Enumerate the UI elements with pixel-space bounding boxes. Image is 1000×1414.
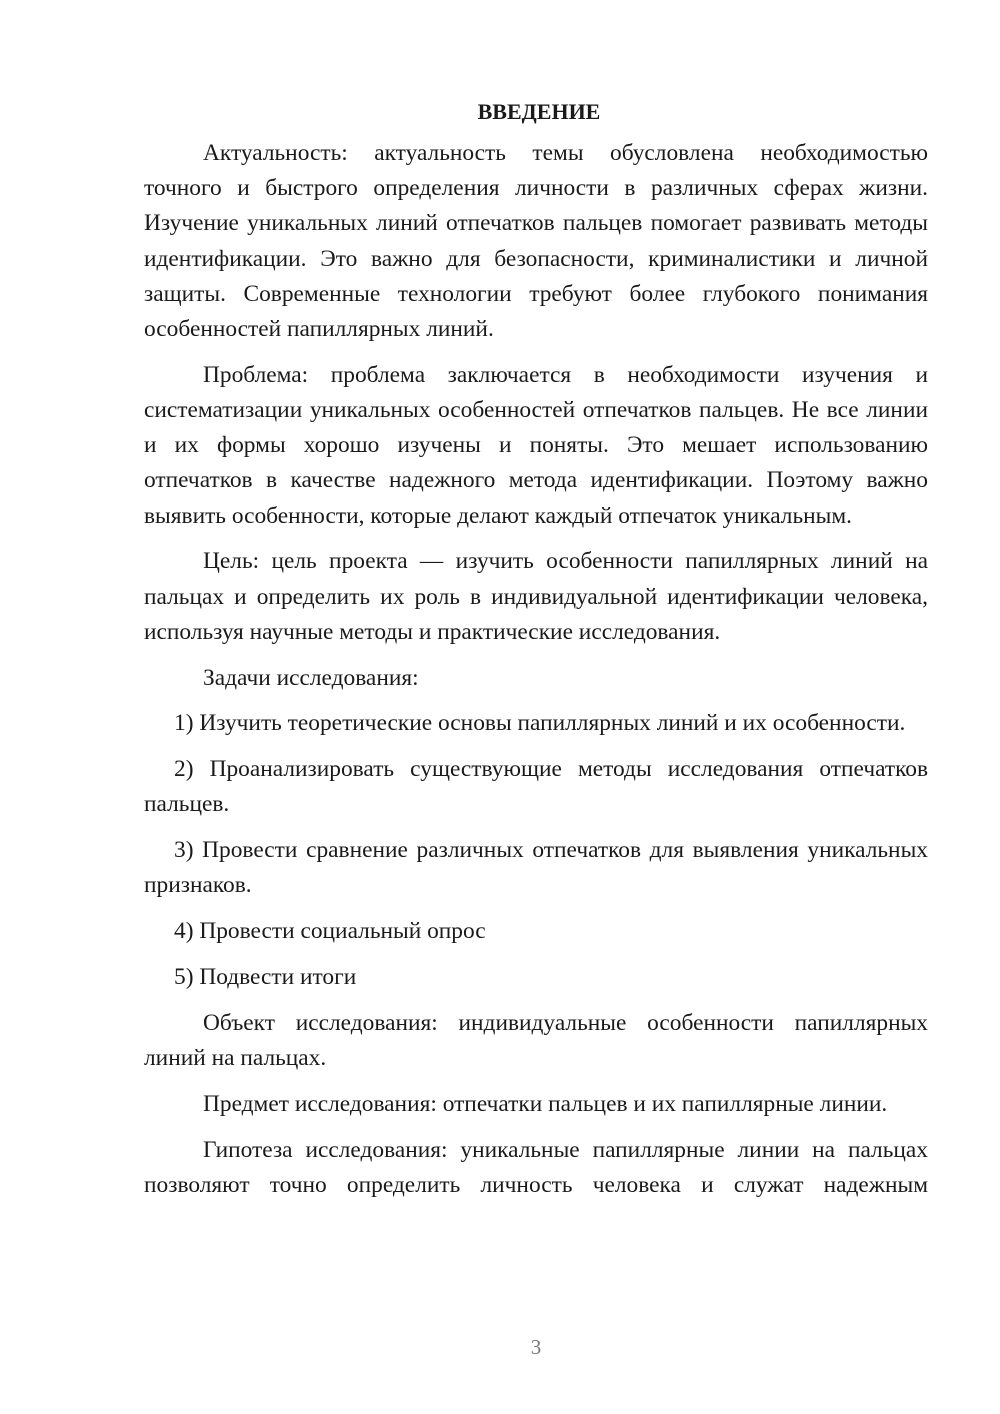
task-item-4: 4) Провести социальный опрос	[174, 918, 486, 945]
page-number: 3	[530, 1335, 542, 1359]
relevance-paragraph: Актуальность: актуальность темы обусловлена необходимостью точного и быстрого определения личности в различных сферах жизни. Изучение уникальных линий отпечатков пальцев помогает развивать методы идентификации. Это важно для безопасности, криминалистики и личной защиты. Современные технологии требуют более глубокого понимания особенностей папиллярных линий.	[144, 140, 928, 343]
task-item-2: 2) Проанализировать существующие методы исследования отпечатков пальцев.	[144, 756, 928, 818]
hypothesis-paragraph: Гипотеза исследования: уникальные папиллярные линии на пальцах позволяют точно определить личность человека и служат надежным	[144, 1136, 928, 1198]
object-paragraph: Объект исследования: индивидуальные особенности папиллярных линий на пальцах.	[144, 1009, 928, 1072]
tasks-title: Задачи исследования:	[203, 664, 419, 691]
goal-paragraph: Цель: цель проекта — изучить особенности папиллярных линий на пальцах и определить их роль в индивидуальной идентификации человека, используя научные методы и практические исследования.	[144, 548, 928, 645]
task-item-1: 1) Изучить теоретические основы папиллярных линий и их особенности.	[174, 710, 906, 737]
subject-paragraph: Предмет исследования: отпечатки пальцев и их папиллярные линии.	[203, 1090, 888, 1117]
task-item-3: 3) Провести сравнение различных отпечатков для выявления уникальных признаков.	[144, 837, 928, 899]
page-content	[144, 94, 928, 1214]
section-heading: ВВЕДЕНИЕ	[477, 99, 601, 124]
task-item-5: 5) Подвести итоги	[174, 964, 357, 991]
problem-paragraph: Проблема: проблема заключается в необходимости изучения и систематизации уникальных особенностей отпечатков пальцев. Не все линии и их формы хорошо изучены и поняты. Это мешает использованию отпечатков в качестве надежного метода идентификации. Поэтому важно выявить особенности, которые делают каждый отпечаток уникальным.	[144, 361, 928, 529]
